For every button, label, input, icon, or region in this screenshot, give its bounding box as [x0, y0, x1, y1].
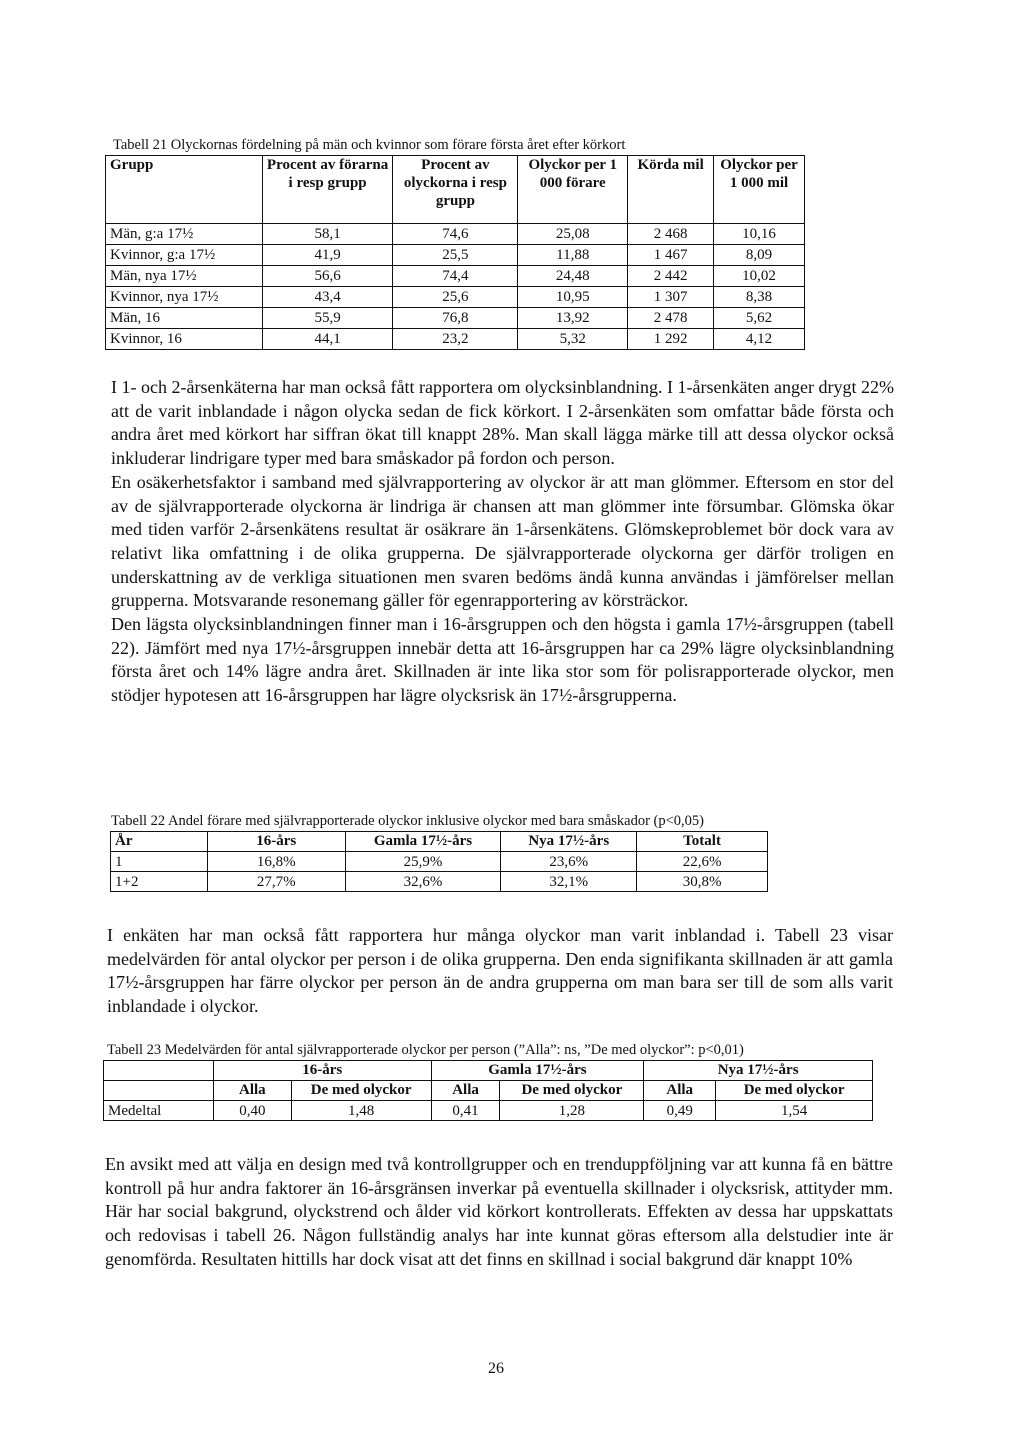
table-cell: 13,92 [518, 308, 628, 329]
table-row [111, 852, 768, 872]
table23-corner-cell [104, 1061, 214, 1081]
table-cell: 1,54 [716, 1101, 873, 1121]
table-cell: 30,8% [637, 872, 768, 892]
table-cell: 0,40 [213, 1101, 291, 1121]
table-cell: 32,6% [345, 872, 501, 892]
table23-subheader: De med olyckor [716, 1081, 873, 1101]
paragraph: Den lägsta olycksinblandningen finner man i 16-årsgruppen och den högsta i gamla 17½-årsgruppen (tabell 22). Jämfört med nya 17½-årsgruppen innebär detta att 16-årsgruppen har ca 29% lägre olycksinblandning första året och 14% lägre andra året. Skillnaden är inte lika stor som för polisrapporterade olyckor, men stödjer hypotesen att 16-årsgruppen har lägre olycksrisk än 17½-årsgrupperna. [111, 614, 894, 706]
table-cell: 10,95 [518, 287, 628, 308]
table-cell: 8,38 [714, 287, 805, 308]
table-cell: 58,1 [262, 224, 393, 245]
table23-subheader: Alla [213, 1081, 291, 1101]
table22-header: 16-års [207, 832, 345, 852]
page-number: 26 [488, 1360, 504, 1377]
table-row [111, 872, 768, 892]
table23-group-header: Gamla 17½-års [431, 1061, 644, 1081]
table-cell: 2 442 [628, 266, 714, 287]
table-cell: 74,6 [393, 224, 518, 245]
table21-header: Olyckor per 1 000 förare [518, 156, 628, 224]
table23-group-header: Nya 17½-års [644, 1061, 873, 1081]
table-row [106, 224, 805, 245]
table-cell: 1,28 [500, 1101, 644, 1121]
table-cell: 1 307 [628, 287, 714, 308]
table23-subheader: Alla [431, 1081, 500, 1101]
table-cell: 74,4 [393, 266, 518, 287]
table-cell: 27,7% [207, 872, 345, 892]
table23-corner-cell [104, 1081, 214, 1101]
table22-header: Gamla 17½-års [345, 832, 501, 852]
table-row [106, 287, 805, 308]
table-cell: 1 292 [628, 329, 714, 350]
table21-caption: Tabell 21 Olyckornas fördelning på män och kvinnor som förare första året efter körkort [113, 137, 626, 153]
body-text-1 [111, 376, 894, 708]
table21-header: Körda mil [628, 156, 714, 224]
table21-header: Procent av förarna i resp grupp [262, 156, 393, 224]
table-cell: 1+2 [111, 872, 208, 892]
paragraph: En avsikt med att välja en design med två kontrollgrupper och en trenduppföljning var att kunna få en bättre kontroll på hur andra faktorer än 16-årsgränsen inverkar på eventuella skillnader i olycksrisk, attityder mm. Här har social bakgrund, olyckstrend och ålder vid körkort kontrollerats. Effekten av dessa har uppskattats och redovisas i tabell 26. Någon fullständig analys har inte kunnat göras eftersom alla delstudier inte är genomförda. Resultaten hittills har dock visat att det finns en skillnad i social bakgrund där knappt 10% [105, 1154, 893, 1269]
table-cell: 43,4 [262, 287, 393, 308]
table-cell: 11,88 [518, 245, 628, 266]
table-cell: 5,32 [518, 329, 628, 350]
table22-header: Totalt [637, 832, 768, 852]
body-text-3 [105, 1153, 893, 1272]
table22 [110, 831, 768, 892]
table-cell: 0,49 [644, 1101, 716, 1121]
table-cell: Män, nya 17½ [106, 266, 263, 287]
table-cell: 1 467 [628, 245, 714, 266]
table21-header: Grupp [106, 156, 263, 224]
body-text-2 [107, 924, 893, 1019]
table23-subheader: De med olyckor [291, 1081, 431, 1101]
table-cell: Män, g:a 17½ [106, 224, 263, 245]
table-cell: Kvinnor, 16 [106, 329, 263, 350]
table-cell: 23,6% [501, 852, 637, 872]
table-cell: 8,09 [714, 245, 805, 266]
table23-caption: Tabell 23 Medelvärden för antal självrapporterade olyckor per person (”Alla”: ns, ”De med olyckor”: p<0,01) [107, 1042, 744, 1058]
table-cell: 1,48 [291, 1101, 431, 1121]
table-cell: 16,8% [207, 852, 345, 872]
table22-caption: Tabell 22 Andel förare med självrapporterade olyckor inklusive olyckor med bara småskador (p<0,05) [111, 813, 705, 829]
table-cell: 1 [111, 852, 208, 872]
table-cell: 25,6 [393, 287, 518, 308]
table-cell: 44,1 [262, 329, 393, 350]
table-row [106, 329, 805, 350]
table23-subheader: De med olyckor [500, 1081, 644, 1101]
table23-subheader: Alla [644, 1081, 716, 1101]
table-cell: 4,12 [714, 329, 805, 350]
table-cell: Män, 16 [106, 308, 263, 329]
table-cell: 25,5 [393, 245, 518, 266]
paragraph: I enkäten har man också fått rapportera hur många olyckor man varit inblandad i. Tabell 23 visar medelvärden för antal olyckor per person i de olika grupperna. Den enda signifikanta skillnaden är att gamla 17½-årsgruppen har färre olyckor per person än de andra grupperna om man bara ser till de som alls varit inblandade i olyckor. [107, 925, 893, 1017]
table22-header: Nya 17½-års [501, 832, 637, 852]
table-cell: 5,62 [714, 308, 805, 329]
table-cell: 22,6% [637, 852, 768, 872]
table23-group-header: 16-års [213, 1061, 431, 1081]
table-cell: 10,02 [714, 266, 805, 287]
table-cell: 23,2 [393, 329, 518, 350]
table-row [106, 266, 805, 287]
table-cell: 55,9 [262, 308, 393, 329]
paragraph: En osäkerhetsfaktor i samband med självrapportering av olyckor är att man glömmer. Eftersom en stor del av de självrapporterade olyckorna är lindriga är chansen att man glömmer inte försumbar. Glömska ökar med tiden varför 2-årsenkätens resultat är osäkrare än 1-årsenkätens. Glömskeproblemet bör dock vara av relativt lika omfattning i de olika grupperna. De självrapporterade olyckorna ger därför troligen en underskattning av de verkliga situationen men svaren bedöms ändå kunna användas i jämförelser mellan grupperna. Motsvarande resonemang gäller för egenrapportering av körsträckor. [111, 471, 894, 611]
paragraph: I 1- och 2-årsenkäterna har man också fått rapportera om olycksinblandning. I 1-årsenkäten anger drygt 22% att de varit inblandade i någon olycka sedan de fick körkort. I 2-årsenkäten som omfattar både första och andra året med körkort har siffran ökat till knappt 28%. Man skall lägga märke till att dessa olyckor också inkluderar lindrigare typer med bara småskador på fordon och person. [111, 377, 894, 469]
table-cell: 24,48 [518, 266, 628, 287]
table21-header: Olyckor per 1 000 mil [714, 156, 805, 224]
table-cell: 56,6 [262, 266, 393, 287]
table-cell: 41,9 [262, 245, 393, 266]
table21-header: Procent av olyckorna i resp grupp [393, 156, 518, 224]
table-cell: Kvinnor, nya 17½ [106, 287, 263, 308]
table21 [105, 155, 805, 350]
table-row-label: Medeltal [104, 1101, 214, 1121]
table-cell: 32,1% [501, 872, 637, 892]
table-cell: Kvinnor, g:a 17½ [106, 245, 263, 266]
table-row [104, 1101, 873, 1121]
table-cell: 76,8 [393, 308, 518, 329]
table23 [103, 1060, 873, 1121]
table22-header: År [111, 832, 208, 852]
table-cell: 25,08 [518, 224, 628, 245]
table-row [106, 245, 805, 266]
table-cell: 2 468 [628, 224, 714, 245]
table-cell: 10,16 [714, 224, 805, 245]
table-cell: 2 478 [628, 308, 714, 329]
table-row [106, 308, 805, 329]
table-cell: 0,41 [431, 1101, 500, 1121]
table-cell: 25,9% [345, 852, 501, 872]
